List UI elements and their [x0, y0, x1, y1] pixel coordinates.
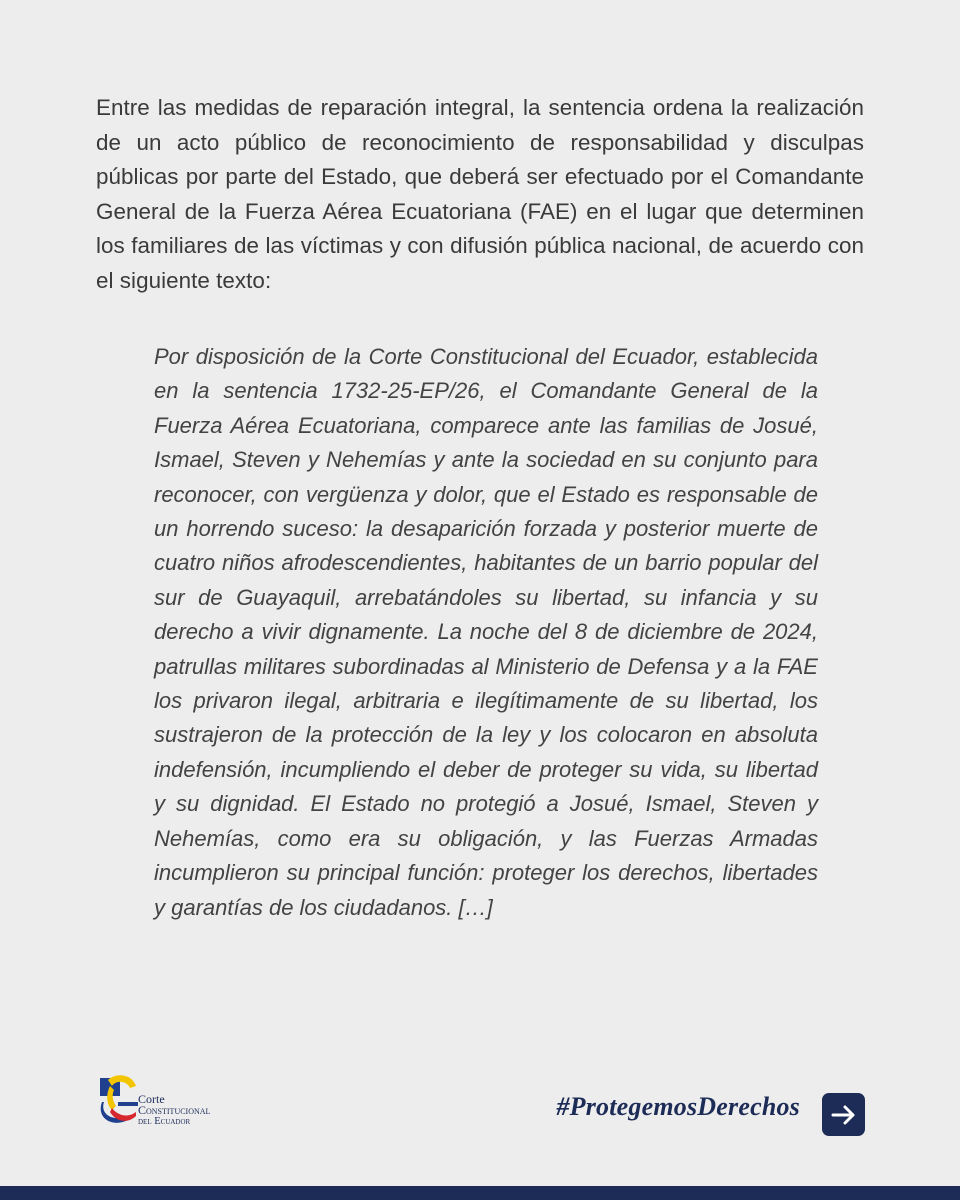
logo-line-del-ecuador: del Ecuador — [138, 1116, 191, 1127]
logo-line-constitucional: Constitucional — [138, 1103, 211, 1117]
logo-wordmark — [138, 1094, 210, 1127]
logo-emblem-icon — [98, 1072, 138, 1132]
hashtag-protegemos-derechos: #ProtegemosDerechos — [556, 1092, 800, 1121]
intro-paragraph: Entre las medidas de reparación integral, la sentencia ordena la realización de un acto público de reconocimiento de responsabilidad y disculpas públicas por parte del Estado, que deberá ser efectuado por el Comandante General de la Fuerza Aérea Ecuatoriana (FAE) en el lugar que determinen los familiares de las víctimas y con difusión pública nacional, de acuerdo con el siguiente texto: — [96, 95, 864, 293]
logo-line-corte: Corte — [138, 1092, 165, 1106]
corte-constitucional-logo — [98, 1072, 248, 1132]
next-button[interactable] — [822, 1093, 865, 1136]
arrow-right-icon — [831, 1105, 857, 1125]
apology-quote: Por disposición de la Corte Constitucional del Ecuador, establecida en la sentencia 1732-25-EP/26, el Comandante General de la Fuerza Aérea Ecuatoriana, comparece ante las familias de Josué, Ismael, Steven y Nehemías y ante la sociedad en su conjunto para reconocer, con vergüenza y dolor, que el Estado es responsable de un horrendo suceso: la desaparición forzada y posterior muerte de cuatro niños afrodescendientes, habitantes de un barrio popular del sur de Guayaquil, arrebatándoles su libertad, su infancia y su derecho a vivir dignamente. La noche del 8 de diciembre de 2024, patrullas militares subordinadas al Ministerio de Defensa y a la FAE los privaron ilegal, arbitraria e ilegítimamente de su libertad, los sustrajeron de la protección de la ley y los colocaron en absoluta indefensión, incumpliendo el deber de proteger su vida, su libertad y su dignidad. El Estado no protegió a Josué, Ismael, Steven y Nehemías, como era su obligación, y las Fuerzas Armadas incumplieron su principal función: proteger los derechos, libertades y garantías de los ciudadanos. […] — [154, 344, 818, 920]
bottom-navy-bar — [0, 1186, 960, 1200]
